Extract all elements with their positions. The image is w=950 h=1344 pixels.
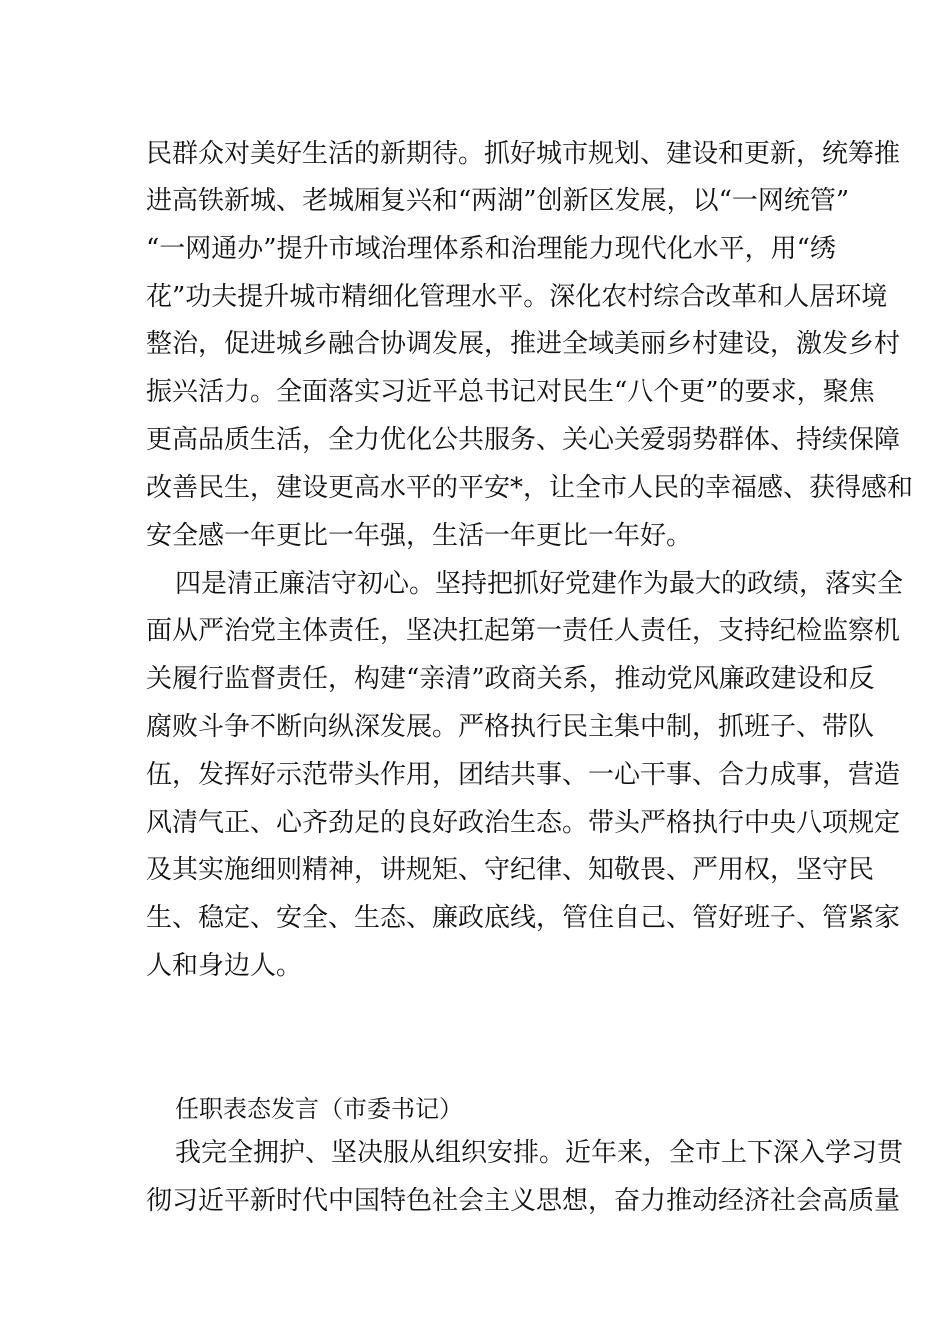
paragraph-line: “一网通办”提升市域治理体系和治理能力现代化水平，用“绣 [146, 234, 836, 264]
paragraph-first-line: 四是清正廉洁守初心。坚持把抓好党建作为最大的政绩，落实全 [175, 569, 904, 599]
paragraph-line: 更高品质生活，全力优化公共服务、关心关爱弱势群体、持续保障 [146, 425, 901, 455]
paragraph-line: 改善民生，建设更高水平的平安*，让全市人民的幸福感、获得感和 [146, 473, 914, 503]
paragraph-first-line: 我完全拥护、坚决服从组织安排。近年来，全市上下深入学习贯 [175, 1138, 904, 1168]
paragraph-line-last: 安全感一年更比一年强，生活一年更比一年好。 [146, 521, 693, 551]
paragraph-line: 彻习近平新时代中国特色社会主义思想，奋力推动经济社会高质量 [146, 1186, 901, 1216]
paragraph-line: 关履行监督责任，构建“亲清”政商关系，推动党风廉政建设和反 [146, 664, 875, 694]
paragraph-line: 风清气正、心齐劲足的良好政治生态。带头严格执行中央八项规定 [146, 808, 901, 838]
section-title: 任职表态发言（市委书记） [175, 1095, 463, 1123]
paragraph-line: 及其实施细则精神，讲规矩、守纪律、知敬畏、严用权，坚守民 [146, 855, 875, 885]
paragraph-line: 民群众对美好生活的新期待。抓好城市规划、建设和更新，统筹推 [146, 139, 901, 169]
paragraph-line: 进高铁新城、老城厢复兴和“两湖”创新区发展，以“一网统管” [146, 186, 850, 216]
paragraph-line: 生、稳定、安全、生态、廉政底线，管住自己、管好班子、管紧家 [146, 903, 901, 933]
paragraph-line: 整治，促进城乡融合协调发展，推进全域美丽乡村建设，激发乡村 [146, 329, 901, 359]
paragraph-line: 伍，发挥好示范带头作用，团结共事、一心干事、合力成事，营造 [146, 760, 901, 790]
paragraph-line: 振兴活力。全面落实习近平总书记对民生“八个更”的要求，聚焦 [146, 377, 875, 407]
paragraph-line-last: 人和身边人。 [146, 951, 303, 981]
paragraph-line: 花”功夫提升城市精细化管理水平。深化农村综合改革和人居环境 [146, 282, 888, 312]
paragraph-line: 面从严治党主体责任，坚决扛起第一责任人责任，支持纪检监察机 [146, 616, 901, 646]
paragraph-line: 腐败斗争不断向纵深发展。严格执行民主集中制，抓班子、带队 [146, 712, 875, 742]
